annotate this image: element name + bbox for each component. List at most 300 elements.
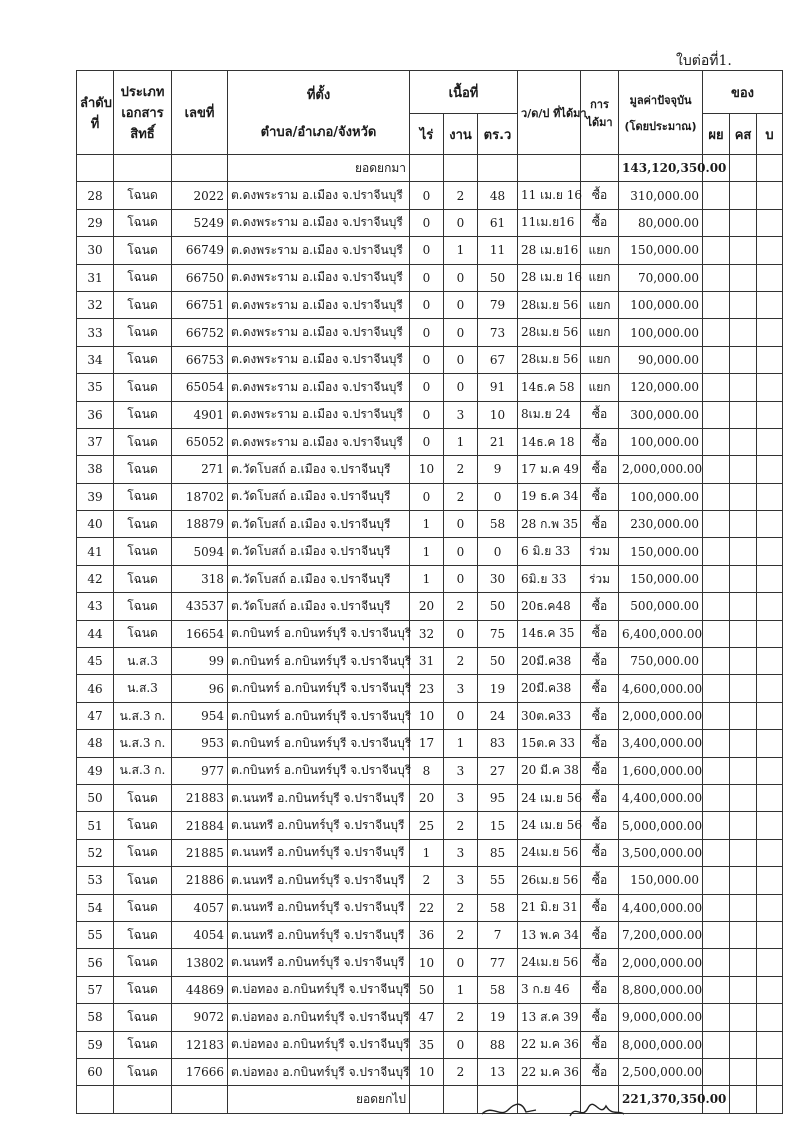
row-ngan: 0 <box>444 702 478 729</box>
row-wa: 50 <box>478 264 518 291</box>
row-doc-type: โฉนด <box>114 1058 172 1085</box>
row-date: 13 ส.ค 39 <box>518 1004 581 1031</box>
row-wa: 50 <box>478 648 518 675</box>
row-location: ต.บ่อทอง อ.กบินทร์บุรี จ.ปราจีนบุรี <box>228 1058 410 1085</box>
row-acquisition: ซื้อ <box>581 1058 619 1085</box>
row-ngan: 1 <box>444 428 478 455</box>
row-owner-cell <box>730 867 757 894</box>
row-location: ต.วัดโบสถ์ อ.เมือง จ.ปราจีนบุรี <box>228 593 410 620</box>
table-row <box>77 620 783 647</box>
header-rai: ไร่ <box>410 114 444 155</box>
row-number: 4901 <box>172 401 228 428</box>
empty-cell <box>114 1086 172 1113</box>
row-doc-type: โฉนด <box>114 593 172 620</box>
row-number: 43537 <box>172 593 228 620</box>
row-date: 14ธ.ค 58 <box>518 374 581 401</box>
row-owner-cell <box>757 264 783 291</box>
row-date: 26เม.ย 56 <box>518 867 581 894</box>
row-doc-type: โฉนด <box>114 812 172 839</box>
row-owner-cell <box>757 538 783 565</box>
row-acquisition: ซื้อ <box>581 428 619 455</box>
row-no: 48 <box>77 730 114 757</box>
asset-register-table <box>76 70 783 1114</box>
row-doc-type: โฉนด <box>114 483 172 510</box>
row-no: 40 <box>77 511 114 538</box>
row-value: 3,500,000.00 <box>619 839 703 866</box>
table-row <box>77 264 783 291</box>
row-owner-cell <box>730 702 757 729</box>
row-owner-cell <box>703 483 730 510</box>
row-owner-cell <box>703 839 730 866</box>
row-no: 58 <box>77 1004 114 1031</box>
table-row <box>77 648 783 675</box>
row-location: ต.ดงพระราม อ.เมือง จ.ปราจีนบุรี <box>228 264 410 291</box>
row-rai: 10 <box>410 456 444 483</box>
row-ngan: 0 <box>444 374 478 401</box>
row-acquisition: ซื้อ <box>581 894 619 921</box>
row-owner-cell <box>703 319 730 346</box>
table-row <box>77 702 783 729</box>
row-location: ต.นนทรี อ.กบินทร์บุรี จ.ปราจีนบุรี <box>228 921 410 948</box>
row-owner-cell <box>703 593 730 620</box>
row-date: 24เม.ย 56 <box>518 839 581 866</box>
row-no: 44 <box>77 620 114 647</box>
row-number: 66749 <box>172 237 228 264</box>
row-owner-cell <box>730 264 757 291</box>
row-owner-cell <box>730 346 757 373</box>
row-ngan: 3 <box>444 784 478 811</box>
row-rai: 0 <box>410 291 444 318</box>
row-acquisition: แยก <box>581 346 619 373</box>
row-owner-cell <box>730 428 757 455</box>
row-owner-cell <box>730 291 757 318</box>
row-ngan: 0 <box>444 209 478 236</box>
row-number: 954 <box>172 702 228 729</box>
row-rai: 0 <box>410 237 444 264</box>
row-number: 21886 <box>172 867 228 894</box>
row-number: 17666 <box>172 1058 228 1085</box>
row-acquisition: แยก <box>581 237 619 264</box>
row-owner-cell <box>757 1004 783 1031</box>
row-owner-cell <box>703 565 730 592</box>
row-owner-cell <box>757 456 783 483</box>
row-rai: 1 <box>410 538 444 565</box>
row-owner-cell <box>757 675 783 702</box>
row-doc-type: โฉนด <box>114 620 172 647</box>
row-doc-type: โฉนด <box>114 867 172 894</box>
table-row <box>77 237 783 264</box>
row-rai: 0 <box>410 428 444 455</box>
table-row <box>77 949 783 976</box>
row-number: 18702 <box>172 483 228 510</box>
row-rai: 22 <box>410 894 444 921</box>
row-acquisition: ซื้อ <box>581 1031 619 1058</box>
row-location: ต.ดงพระราม อ.เมือง จ.ปราจีนบุรี <box>228 428 410 455</box>
row-number: 99 <box>172 648 228 675</box>
row-location: ต.กบินทร์ อ.กบินทร์บุรี จ.ปราจีนบุรี <box>228 757 410 784</box>
row-owner-cell <box>730 1058 757 1085</box>
row-wa: 83 <box>478 730 518 757</box>
row-no: 53 <box>77 867 114 894</box>
row-no: 50 <box>77 784 114 811</box>
header-location-top: ที่ตั้ง <box>306 87 331 103</box>
row-doc-type: โฉนด <box>114 264 172 291</box>
row-owner-cell <box>730 921 757 948</box>
row-owner-cell <box>703 730 730 757</box>
row-value: 100,000.00 <box>619 428 703 455</box>
row-wa: 58 <box>478 511 518 538</box>
row-owner-cell <box>757 593 783 620</box>
row-number: 13802 <box>172 949 228 976</box>
row-owner-cell <box>703 264 730 291</box>
row-number: 66752 <box>172 319 228 346</box>
row-owner-cell <box>730 648 757 675</box>
row-rai: 36 <box>410 921 444 948</box>
empty-cell <box>172 1086 228 1113</box>
row-owner-cell <box>730 538 757 565</box>
row-owner-cell <box>757 182 783 209</box>
row-doc-type: โฉนด <box>114 894 172 921</box>
row-value: 2,500,000.00 <box>619 1058 703 1085</box>
row-acquisition: ซื้อ <box>581 867 619 894</box>
row-doc-type: โฉนด <box>114 1004 172 1031</box>
row-date: 6 มิ.ย 33 <box>518 538 581 565</box>
row-date: 24เม.ย 56 <box>518 949 581 976</box>
row-rai: 1 <box>410 839 444 866</box>
row-date: 28เม.ย 56 <box>518 346 581 373</box>
row-owner-cell <box>730 565 757 592</box>
row-ngan: 3 <box>444 757 478 784</box>
row-owner-cell <box>703 784 730 811</box>
row-wa: 79 <box>478 291 518 318</box>
row-doc-type: โฉนด <box>114 1031 172 1058</box>
row-value: 750,000.00 <box>619 648 703 675</box>
row-owner-cell <box>703 1004 730 1031</box>
row-date: 22 ม.ค 36 <box>518 1058 581 1085</box>
row-ngan: 2 <box>444 1004 478 1031</box>
row-no: 56 <box>77 949 114 976</box>
carried-to-next-label: ยอดยกไป <box>228 1086 410 1113</box>
row-value: 100,000.00 <box>619 319 703 346</box>
row-date: 28 เม.ย16 <box>518 237 581 264</box>
row-date: 6มิ.ย 33 <box>518 565 581 592</box>
row-doc-type: โฉนด <box>114 237 172 264</box>
table-row <box>77 511 783 538</box>
row-date: 24 เม.ย 56 <box>518 784 581 811</box>
row-doc-type: โฉนด <box>114 784 172 811</box>
row-ngan: 0 <box>444 319 478 346</box>
empty-cell <box>410 1086 444 1113</box>
row-ngan: 0 <box>444 949 478 976</box>
row-rai: 0 <box>410 209 444 236</box>
row-owner-cell <box>757 757 783 784</box>
row-acquisition: ซื้อ <box>581 648 619 675</box>
row-owner-cell <box>757 291 783 318</box>
row-date: 22 ม.ค 36 <box>518 1031 581 1058</box>
row-rai: 10 <box>410 1058 444 1085</box>
row-value: 8,000,000.00 <box>619 1031 703 1058</box>
table-row <box>77 209 783 236</box>
row-location: ต.ดงพระราม อ.เมือง จ.ปราจีนบุรี <box>228 209 410 236</box>
row-owner-cell <box>730 949 757 976</box>
row-owner-cell <box>757 921 783 948</box>
row-owner-cell <box>730 374 757 401</box>
row-owner-cell <box>703 867 730 894</box>
row-value: 150,000.00 <box>619 867 703 894</box>
row-acquisition: ร่วม <box>581 565 619 592</box>
row-location: ต.วัดโบสถ์ อ.เมือง จ.ปราจีนบุรี <box>228 483 410 510</box>
table-row <box>77 784 783 811</box>
header-location <box>228 71 410 155</box>
row-doc-type: น.ส.3 ก. <box>114 702 172 729</box>
row-wa: 77 <box>478 949 518 976</box>
row-rai: 0 <box>410 182 444 209</box>
row-number: 21883 <box>172 784 228 811</box>
row-no: 34 <box>77 346 114 373</box>
row-wa: 67 <box>478 346 518 373</box>
table-row <box>77 976 783 1003</box>
row-date: 20 มี.ค 38 <box>518 757 581 784</box>
row-value: 500,000.00 <box>619 593 703 620</box>
row-no: 31 <box>77 264 114 291</box>
row-number: 96 <box>172 675 228 702</box>
row-number: 271 <box>172 456 228 483</box>
row-no: 42 <box>77 565 114 592</box>
row-wa: 75 <box>478 620 518 647</box>
row-rai: 10 <box>410 702 444 729</box>
row-ngan: 2 <box>444 648 478 675</box>
row-owner-cell <box>730 319 757 346</box>
row-number: 4057 <box>172 894 228 921</box>
row-number: 66750 <box>172 264 228 291</box>
row-date: 21 มิ.ย 31 <box>518 894 581 921</box>
row-rai: 20 <box>410 593 444 620</box>
row-owner-cell <box>730 456 757 483</box>
row-owner-cell <box>757 867 783 894</box>
table-row <box>77 538 783 565</box>
row-acquisition: ซื้อ <box>581 921 619 948</box>
row-no: 36 <box>77 401 114 428</box>
row-rai: 50 <box>410 976 444 1003</box>
row-owner-cell <box>703 374 730 401</box>
row-date: 28เม.ย 56 <box>518 291 581 318</box>
row-owner-cell <box>757 428 783 455</box>
row-wa: 19 <box>478 675 518 702</box>
row-doc-type: โฉนด <box>114 346 172 373</box>
row-location: ต.กบินทร์ อ.กบินทร์บุรี จ.ปราจีนบุรี <box>228 702 410 729</box>
header-acquisition: การ ได้มา <box>581 71 619 155</box>
row-rai: 31 <box>410 648 444 675</box>
row-doc-type: โฉนด <box>114 456 172 483</box>
row-value: 230,000.00 <box>619 511 703 538</box>
row-owner-cell <box>703 401 730 428</box>
row-owner-cell <box>703 1031 730 1058</box>
row-value: 150,000.00 <box>619 237 703 264</box>
row-location: ต.นนทรี อ.กบินทร์บุรี จ.ปราจีนบุรี <box>228 839 410 866</box>
row-ngan: 2 <box>444 1058 478 1085</box>
row-wa: 73 <box>478 319 518 346</box>
row-rai: 17 <box>410 730 444 757</box>
row-owner-cell <box>730 237 757 264</box>
row-wa: 9 <box>478 456 518 483</box>
row-owner-cell <box>730 730 757 757</box>
header-owner-c: บ <box>757 114 783 155</box>
table-row <box>77 593 783 620</box>
row-location: ต.วัดโบสถ์ อ.เมือง จ.ปราจีนบุรี <box>228 565 410 592</box>
row-owner-cell <box>757 346 783 373</box>
row-acquisition: ซื้อ <box>581 784 619 811</box>
row-value: 4,400,000.00 <box>619 784 703 811</box>
row-rai: 35 <box>410 1031 444 1058</box>
row-no: 60 <box>77 1058 114 1085</box>
row-date: 8เม.ย 24 <box>518 401 581 428</box>
row-number: 21884 <box>172 812 228 839</box>
row-rai: 0 <box>410 264 444 291</box>
row-number: 12183 <box>172 1031 228 1058</box>
row-owner-cell <box>757 784 783 811</box>
row-ngan: 3 <box>444 675 478 702</box>
row-location: ต.นนทรี อ.กบินทร์บุรี จ.ปราจีนบุรี <box>228 894 410 921</box>
table-row <box>77 182 783 209</box>
row-value: 6,400,000.00 <box>619 620 703 647</box>
header-area: เนื้อที่ <box>410 71 518 114</box>
row-value: 2,000,000.00 <box>619 702 703 729</box>
row-wa: 95 <box>478 784 518 811</box>
row-number: 16654 <box>172 620 228 647</box>
row-location: ต.ดงพระราม อ.เมือง จ.ปราจีนบุรี <box>228 182 410 209</box>
row-owner-cell <box>757 209 783 236</box>
row-date: 17 ม.ค 49 <box>518 456 581 483</box>
row-number: 66751 <box>172 291 228 318</box>
row-acquisition: ซื้อ <box>581 456 619 483</box>
row-wa: 85 <box>478 839 518 866</box>
row-rai: 10 <box>410 949 444 976</box>
row-ngan: 0 <box>444 264 478 291</box>
header-ngan: งาน <box>444 114 478 155</box>
empty-cell <box>757 1086 783 1113</box>
row-doc-type: โฉนด <box>114 209 172 236</box>
row-date: 24 เม.ย 56 <box>518 812 581 839</box>
row-owner-cell <box>730 757 757 784</box>
row-acquisition: แยก <box>581 264 619 291</box>
row-owner-cell <box>757 620 783 647</box>
row-value: 3,400,000.00 <box>619 730 703 757</box>
row-location: ต.บ่อทอง อ.กบินทร์บุรี จ.ปราจีนบุรี <box>228 1031 410 1058</box>
row-ngan: 3 <box>444 839 478 866</box>
row-owner-cell <box>703 620 730 647</box>
row-number: 18879 <box>172 511 228 538</box>
row-rai: 1 <box>410 565 444 592</box>
row-owner-cell <box>703 812 730 839</box>
row-no: 47 <box>77 702 114 729</box>
row-acquisition: ซื้อ <box>581 702 619 729</box>
row-owner-cell <box>703 921 730 948</box>
row-owner-cell <box>730 976 757 1003</box>
row-location: ต.นนทรี อ.กบินทร์บุรี จ.ปราจีนบุรี <box>228 784 410 811</box>
row-owner-cell <box>757 976 783 1003</box>
row-value: 80,000.00 <box>619 209 703 236</box>
row-rai: 0 <box>410 401 444 428</box>
row-rai: 25 <box>410 812 444 839</box>
row-wa: 11 <box>478 237 518 264</box>
row-owner-cell <box>703 949 730 976</box>
row-wa: 58 <box>478 894 518 921</box>
row-no: 28 <box>77 182 114 209</box>
row-number: 5094 <box>172 538 228 565</box>
row-value: 7,200,000.00 <box>619 921 703 948</box>
row-no: 39 <box>77 483 114 510</box>
row-location: ต.ดงพระราม อ.เมือง จ.ปราจีนบุรี <box>228 401 410 428</box>
row-acquisition: ซื้อ <box>581 593 619 620</box>
row-acquisition: ซื้อ <box>581 976 619 1003</box>
row-rai: 0 <box>410 346 444 373</box>
row-ngan: 2 <box>444 894 478 921</box>
carried-to-next-value: 221,370,350.00 <box>619 1086 703 1113</box>
row-no: 55 <box>77 921 114 948</box>
row-owner-cell <box>730 1031 757 1058</box>
row-ngan: 3 <box>444 867 478 894</box>
row-number: 318 <box>172 565 228 592</box>
row-number: 5249 <box>172 209 228 236</box>
row-acquisition: แยก <box>581 291 619 318</box>
row-number: 65054 <box>172 374 228 401</box>
row-value: 120,000.00 <box>619 374 703 401</box>
row-date: 11เม.ย16 <box>518 209 581 236</box>
row-location: ต.กบินทร์ อ.กบินทร์บุรี จ.ปราจีนบุรี <box>228 648 410 675</box>
row-owner-cell <box>757 319 783 346</box>
row-acquisition: ซื้อ <box>581 1004 619 1031</box>
table-row <box>77 1058 783 1085</box>
row-location: ต.วัดโบสถ์ อ.เมือง จ.ปราจีนบุรี <box>228 511 410 538</box>
row-date: 30ต.ค33 <box>518 702 581 729</box>
row-owner-cell <box>730 1004 757 1031</box>
row-rai: 0 <box>410 319 444 346</box>
row-ngan: 3 <box>444 401 478 428</box>
row-date: 3 ก.ย 46 <box>518 976 581 1003</box>
row-owner-cell <box>757 730 783 757</box>
row-value: 2,000,000.00 <box>619 949 703 976</box>
row-doc-type: โฉนด <box>114 921 172 948</box>
row-value: 8,800,000.00 <box>619 976 703 1003</box>
row-number: 65052 <box>172 428 228 455</box>
row-owner-cell <box>703 209 730 236</box>
row-acquisition: แยก <box>581 374 619 401</box>
row-date: 28 ก.พ 35 <box>518 511 581 538</box>
row-wa: 10 <box>478 401 518 428</box>
row-acquisition: ซื้อ <box>581 839 619 866</box>
row-number: 66753 <box>172 346 228 373</box>
row-ngan: 1 <box>444 976 478 1003</box>
row-ngan: 1 <box>444 237 478 264</box>
row-owner-cell <box>757 565 783 592</box>
row-doc-type: โฉนด <box>114 291 172 318</box>
table-row <box>77 346 783 373</box>
row-date: 20มี.ค38 <box>518 648 581 675</box>
row-location: ต.วัดโบสถ์ อ.เมือง จ.ปราจีนบุรี <box>228 456 410 483</box>
row-owner-cell <box>757 511 783 538</box>
row-owner-cell <box>757 1058 783 1085</box>
row-no: 43 <box>77 593 114 620</box>
row-value: 4,400,000.00 <box>619 894 703 921</box>
table-row <box>77 401 783 428</box>
empty-cell <box>77 1086 114 1113</box>
row-no: 37 <box>77 428 114 455</box>
row-doc-type: โฉนด <box>114 949 172 976</box>
row-wa: 0 <box>478 483 518 510</box>
table-row <box>77 291 783 318</box>
row-rai: 0 <box>410 374 444 401</box>
row-owner-cell <box>703 675 730 702</box>
